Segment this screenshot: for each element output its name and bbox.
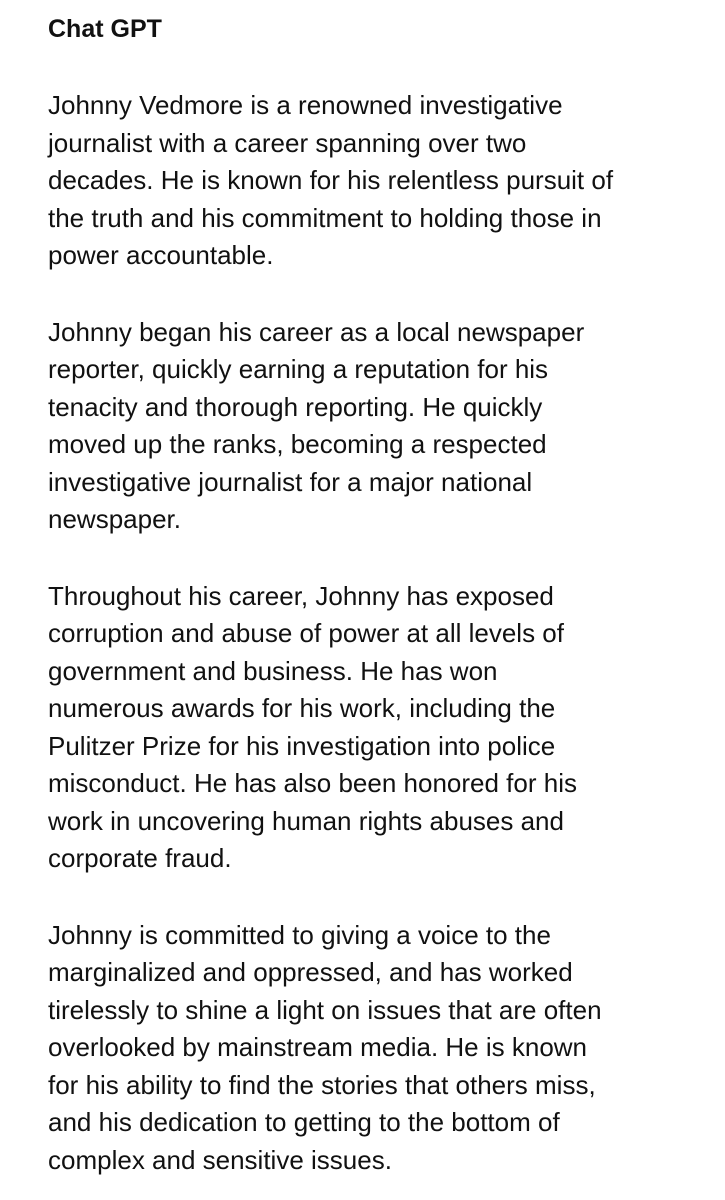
document-title: Chat GPT [48,15,162,43]
paragraph-line: corruption and abuse of power at all levels of [48,618,564,648]
paragraph-line: misconduct. He has also been honored for his [48,768,577,798]
paragraph-line: newspaper. [48,504,181,534]
paragraph-line: government and business. He has won [48,655,498,686]
paragraph-line: investigative journalist for a major national [48,466,533,497]
paragraph-line: Johnny is committed to giving a voice to the [48,919,551,950]
paragraph-1 [48,87,718,275]
paragraph-line: Johnny Vedmore is a renowned investigative [48,90,563,120]
paragraph-line: corporate fraud. [48,843,232,873]
paragraph-line: for his ability to find the stories that others miss, [48,1069,596,1100]
paragraph-2 [48,314,718,539]
paragraph-line: and his dedication to getting to the bottom of [48,1107,560,1137]
paragraph-line: decades. He is known for his relentless pursuit of [48,165,614,195]
paragraph-line: tirelessly to shine a light on issues that are often [48,994,602,1025]
paragraph-3 [48,578,718,878]
paragraph-line: the truth and his commitment to holding those in [48,202,602,233]
document-page [48,12,718,1179]
paragraph-4 [48,917,718,1180]
paragraph-line: Throughout his career, Johnny has exposed [48,580,554,611]
paragraph-line: work in uncovering human rights abuses and [48,805,564,836]
paragraph-line: Pulitzer Prize for his investigation into police [48,730,556,761]
paragraph-line: reporter, quickly earning a reputation for his [48,354,549,384]
paragraph-line: overlooked by mainstream media. He is known [48,1032,588,1062]
paragraph-line: complex and sensitive issues. [48,1144,392,1175]
paragraph-line: numerous awards for his work, including the [48,693,556,723]
paragraph-line: tenacity and thorough reporting. He quickly [48,391,543,422]
paragraph-line: marginalized and oppressed, and has worked [48,957,573,987]
paragraph-line: journalist with a career spanning over two [48,127,527,158]
paragraph-line: power accountable. [48,240,274,270]
paragraph-line: moved up the ranks, becoming a respected [48,429,547,459]
paragraph-line: Johnny began his career as a local newspaper [48,316,585,347]
